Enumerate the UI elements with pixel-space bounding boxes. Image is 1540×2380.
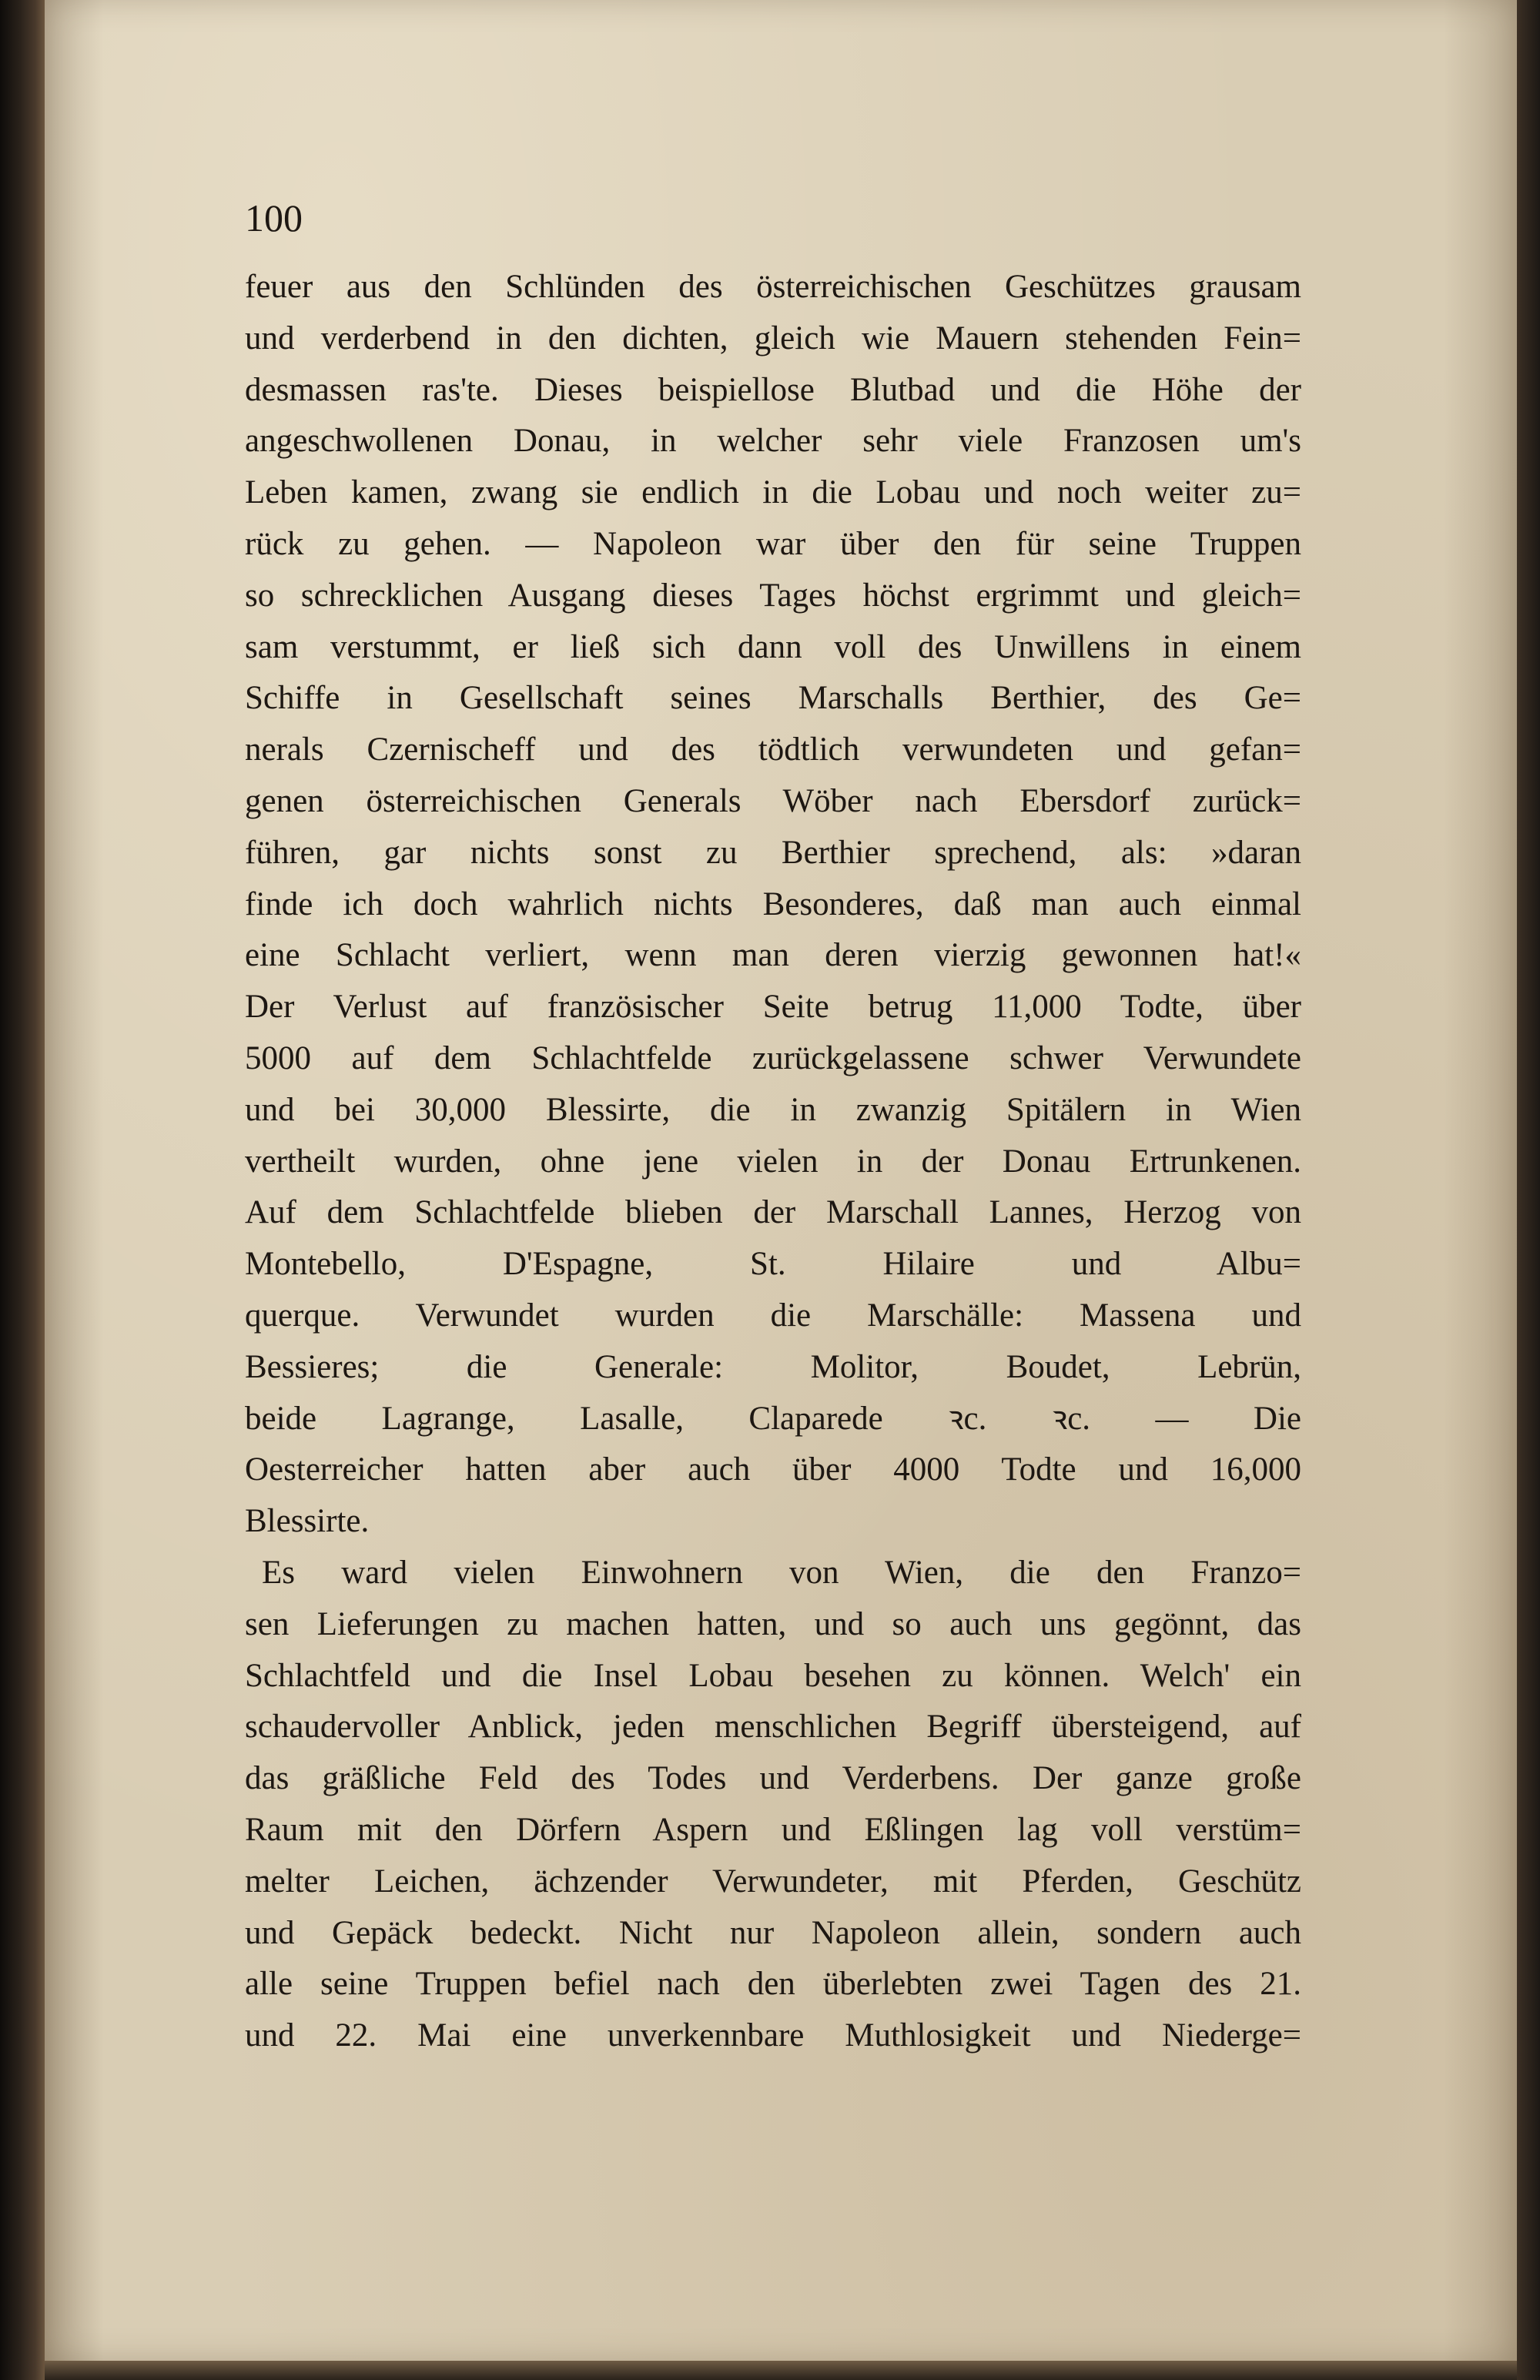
text-line: Es ward vielen Einwohnern von Wien, die den Franzo=: [262, 1554, 1301, 1591]
text-line: Raum mit den Dörfern Aspern und Eßlingen lag voll verstüm=: [245, 1811, 1301, 1848]
text-line: melter Leichen, ächzender Verwundeter, mit Pferden, Geschütz: [245, 1863, 1301, 1900]
text-line: sam verstummt, er ließ sich dann voll des Unwillens in einem: [245, 628, 1301, 665]
page-edge-right: [1517, 0, 1540, 2380]
text-line: das gräßliche Feld des Todes und Verderbens. Der ganze große: [245, 1760, 1301, 1797]
text-line: und bei 30,000 Blessirte, die in zwanzig Spitälern in Wien: [245, 1091, 1301, 1128]
text-line: finde ich doch wahrlich nichts Besonderes, daß man auch einmal: [245, 885, 1301, 922]
text-line: desmassen ras'te. Dieses beispiellose Blutbad und die Höhe der: [245, 371, 1301, 408]
text-line: schaudervoller Anblick, jeden menschlichen Begriff übersteigend, auf: [245, 1709, 1301, 1746]
text-line: so schrecklichen Ausgang dieses Tages höchst ergrimmt und gleich=: [245, 577, 1301, 614]
text-line: Schlachtfeld und die Insel Lobau besehen zu können. Welch' ein: [245, 1657, 1301, 1694]
text-line: und verderbend in den dichten, gleich wie Mauern stehenden Fein=: [245, 320, 1301, 356]
text-line: querque. Verwundet wurden die Marschälle: Massena und: [245, 1297, 1301, 1334]
text-line: und Gepäck bedeckt. Nicht nur Napoleon allein, sondern auch: [245, 1914, 1301, 1951]
text-line: Montebello, D'Espagne, St. Hilaire und Albu=: [245, 1246, 1301, 1283]
text-line: Leben kamen, zwang sie endlich in die Lobau und noch weiter zu=: [245, 474, 1301, 511]
text-line: nerals Czernischeff und des tödtlich verwundeten und gefan=: [245, 731, 1301, 768]
text-line: Schiffe in Gesellschaft seines Marschalls Berthier, des Ge=: [245, 680, 1301, 717]
text-line: führen, gar nichts sonst zu Berthier sprechend, als: »daran: [245, 834, 1301, 871]
page-number: 100: [245, 196, 303, 239]
text-line: eine Schlacht verliert, wenn man deren vierzig gewonnen hat!«: [245, 937, 1301, 974]
text-line: sen Lieferungen zu machen hatten, und so auch uns gegönnt, das: [245, 1605, 1301, 1642]
text-line: feuer aus den Schlünden des österreichischen Geschützes grausam: [245, 269, 1301, 305]
text-line: 5000 auf dem Schlachtfelde zurückgelassene schwer Verwundete: [245, 1039, 1301, 1076]
text-line: und 22. Mai eine unverkennbare Muthlosigkeit und Niederge=: [245, 2017, 1301, 2054]
text-line: Auf dem Schlachtfelde blieben der Marschall Lannes, Herzog von: [245, 1194, 1301, 1231]
page-edge-bottom: [45, 2361, 1517, 2380]
text-line: rück zu gehen. — Napoleon war über den für seine Truppen: [245, 525, 1301, 562]
text-line: vertheilt wurden, ohne jene vielen in der Donau Ertrunkenen.: [245, 1143, 1301, 1180]
text-line: beide Lagrange, Lasalle, Claparede ꝛc. ꝛc. — Die: [245, 1400, 1301, 1437]
text-line: angeschwollenen Donau, in welcher sehr viele Franzosen um's: [245, 423, 1301, 460]
text-line: Der Verlust auf französischer Seite betrug 11,000 Todte, über: [245, 989, 1301, 1026]
text-line: Blessirte.: [245, 1503, 370, 1540]
text-line: genen österreichischen Generals Wöber nach Ebersdorf zurück=: [245, 782, 1301, 819]
text-line: Bessieres; die Generale: Molitor, Boudet, Lebrün,: [245, 1348, 1301, 1385]
book-binding: [0, 0, 45, 2380]
text-line: Oesterreicher hatten aber auch über 4000 Todte und 16,000: [245, 1451, 1301, 1488]
text-line: alle seine Truppen befiel nach den überlebten zwei Tagen des 21.: [245, 1966, 1301, 2003]
body-text: [245, 262, 1301, 2062]
